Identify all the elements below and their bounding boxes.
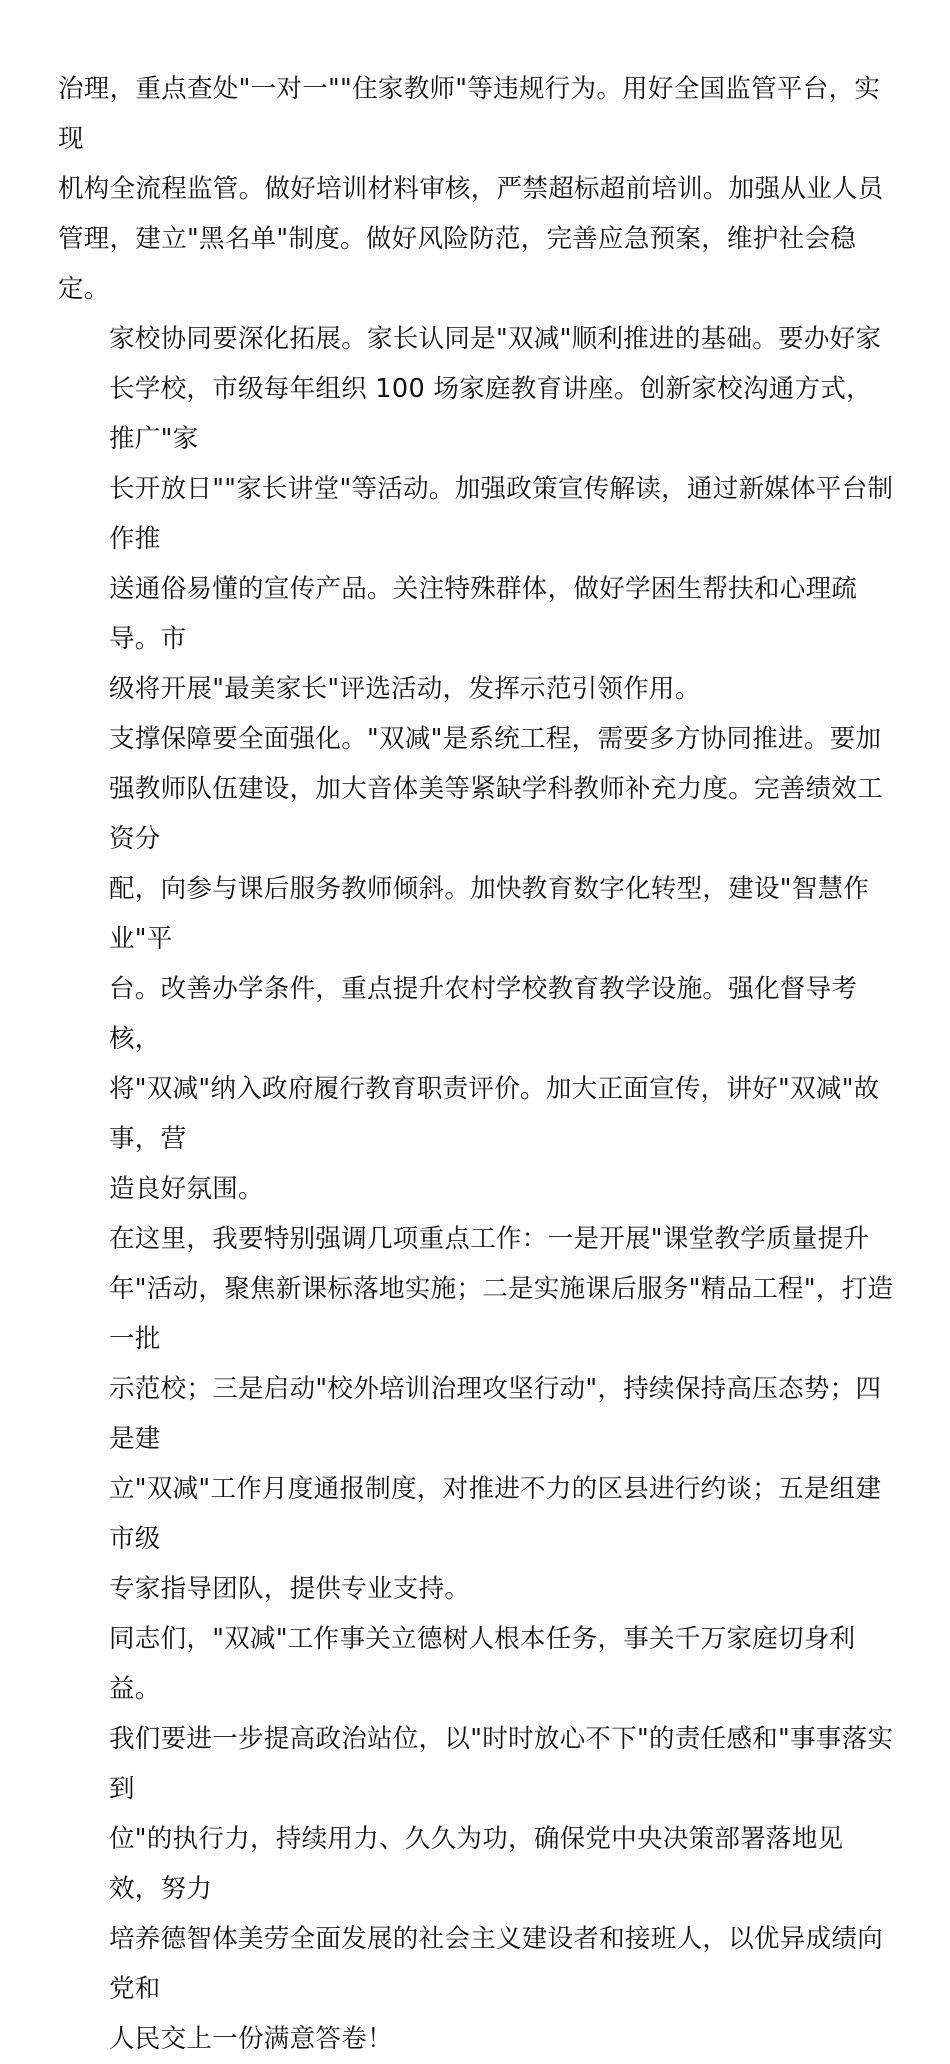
paragraph-conclusion: 同志们，"双减"工作事关立德树人根本任务，事关千万家庭切身利益。 我们要进一步提高政治站位，以"时时放心不下"的责任感和"事事落实到 位"的执行力，持续用力、久久为功，确保党中央决策部署落地见效，努力 培养德智体美劳全面发展的社会主义建设者和接班人，以优异成绩向党和 人民交上一份满意答卷！ xyxy=(109,1624,894,2054)
paragraph-support: 支撑保障要全面强化。"双减"是系统工程，需要多方协同推进。要加 强教师队伍建设，加大音体美等紧缺学科教师补充力度。完善绩效工资分 配，向参与课后服务教师倾斜。加快教育数字化转型，建设"智慧作业"平 台。改善办学条件，重点提升农村学校教育教学设施。强化督导考核， 将"双减"纳入政府履行教育职责评价。加大正面宣传，讲好"双减"故事，营 造良好氛围。 xyxy=(109,724,884,1204)
document-page xyxy=(58,64,894,2064)
paragraph-supervision: 治理，重点查处"一对一""住家教师"等违规行为。用好全国监管平台，实现 机构全流程监管。做好培训材料审核，严禁超标超前培训。加强从业人员 管理，建立"黑名单"制度。做好风险防范，完善应急预案，维护社会稳定。 xyxy=(58,74,884,304)
paragraph-home-school: 家校协同要深化拓展。家长认同是"双减"顺利推进的基础。要办好家 长学校，市级每年组织 100 场家庭教育讲座。创新家校沟通方式，推广"家 长开放日""家长讲堂"等活动。加强政策宣传解读，通过新媒体平台制作推 送通俗易懂的宣传产品。关注特殊群体，做好学困生帮扶和心理疏导。市 级将开展"最美家长"评选活动，发挥示范引领作用。 xyxy=(109,324,894,704)
paragraph-key-tasks: 在这里，我要特别强调几项重点工作：一是开展"课堂教学质量提升 年"活动，聚焦新课标落地实施；二是实施课后服务"精品工程"，打造一批 示范校；三是启动"校外培训治理攻坚行动"，持续保持高压态势；四是建 立"双减"工作月度通报制度，对推进不力的区县进行约谈；五是组建市级 专家指导团队，提供专业支持。 xyxy=(109,1224,894,1604)
